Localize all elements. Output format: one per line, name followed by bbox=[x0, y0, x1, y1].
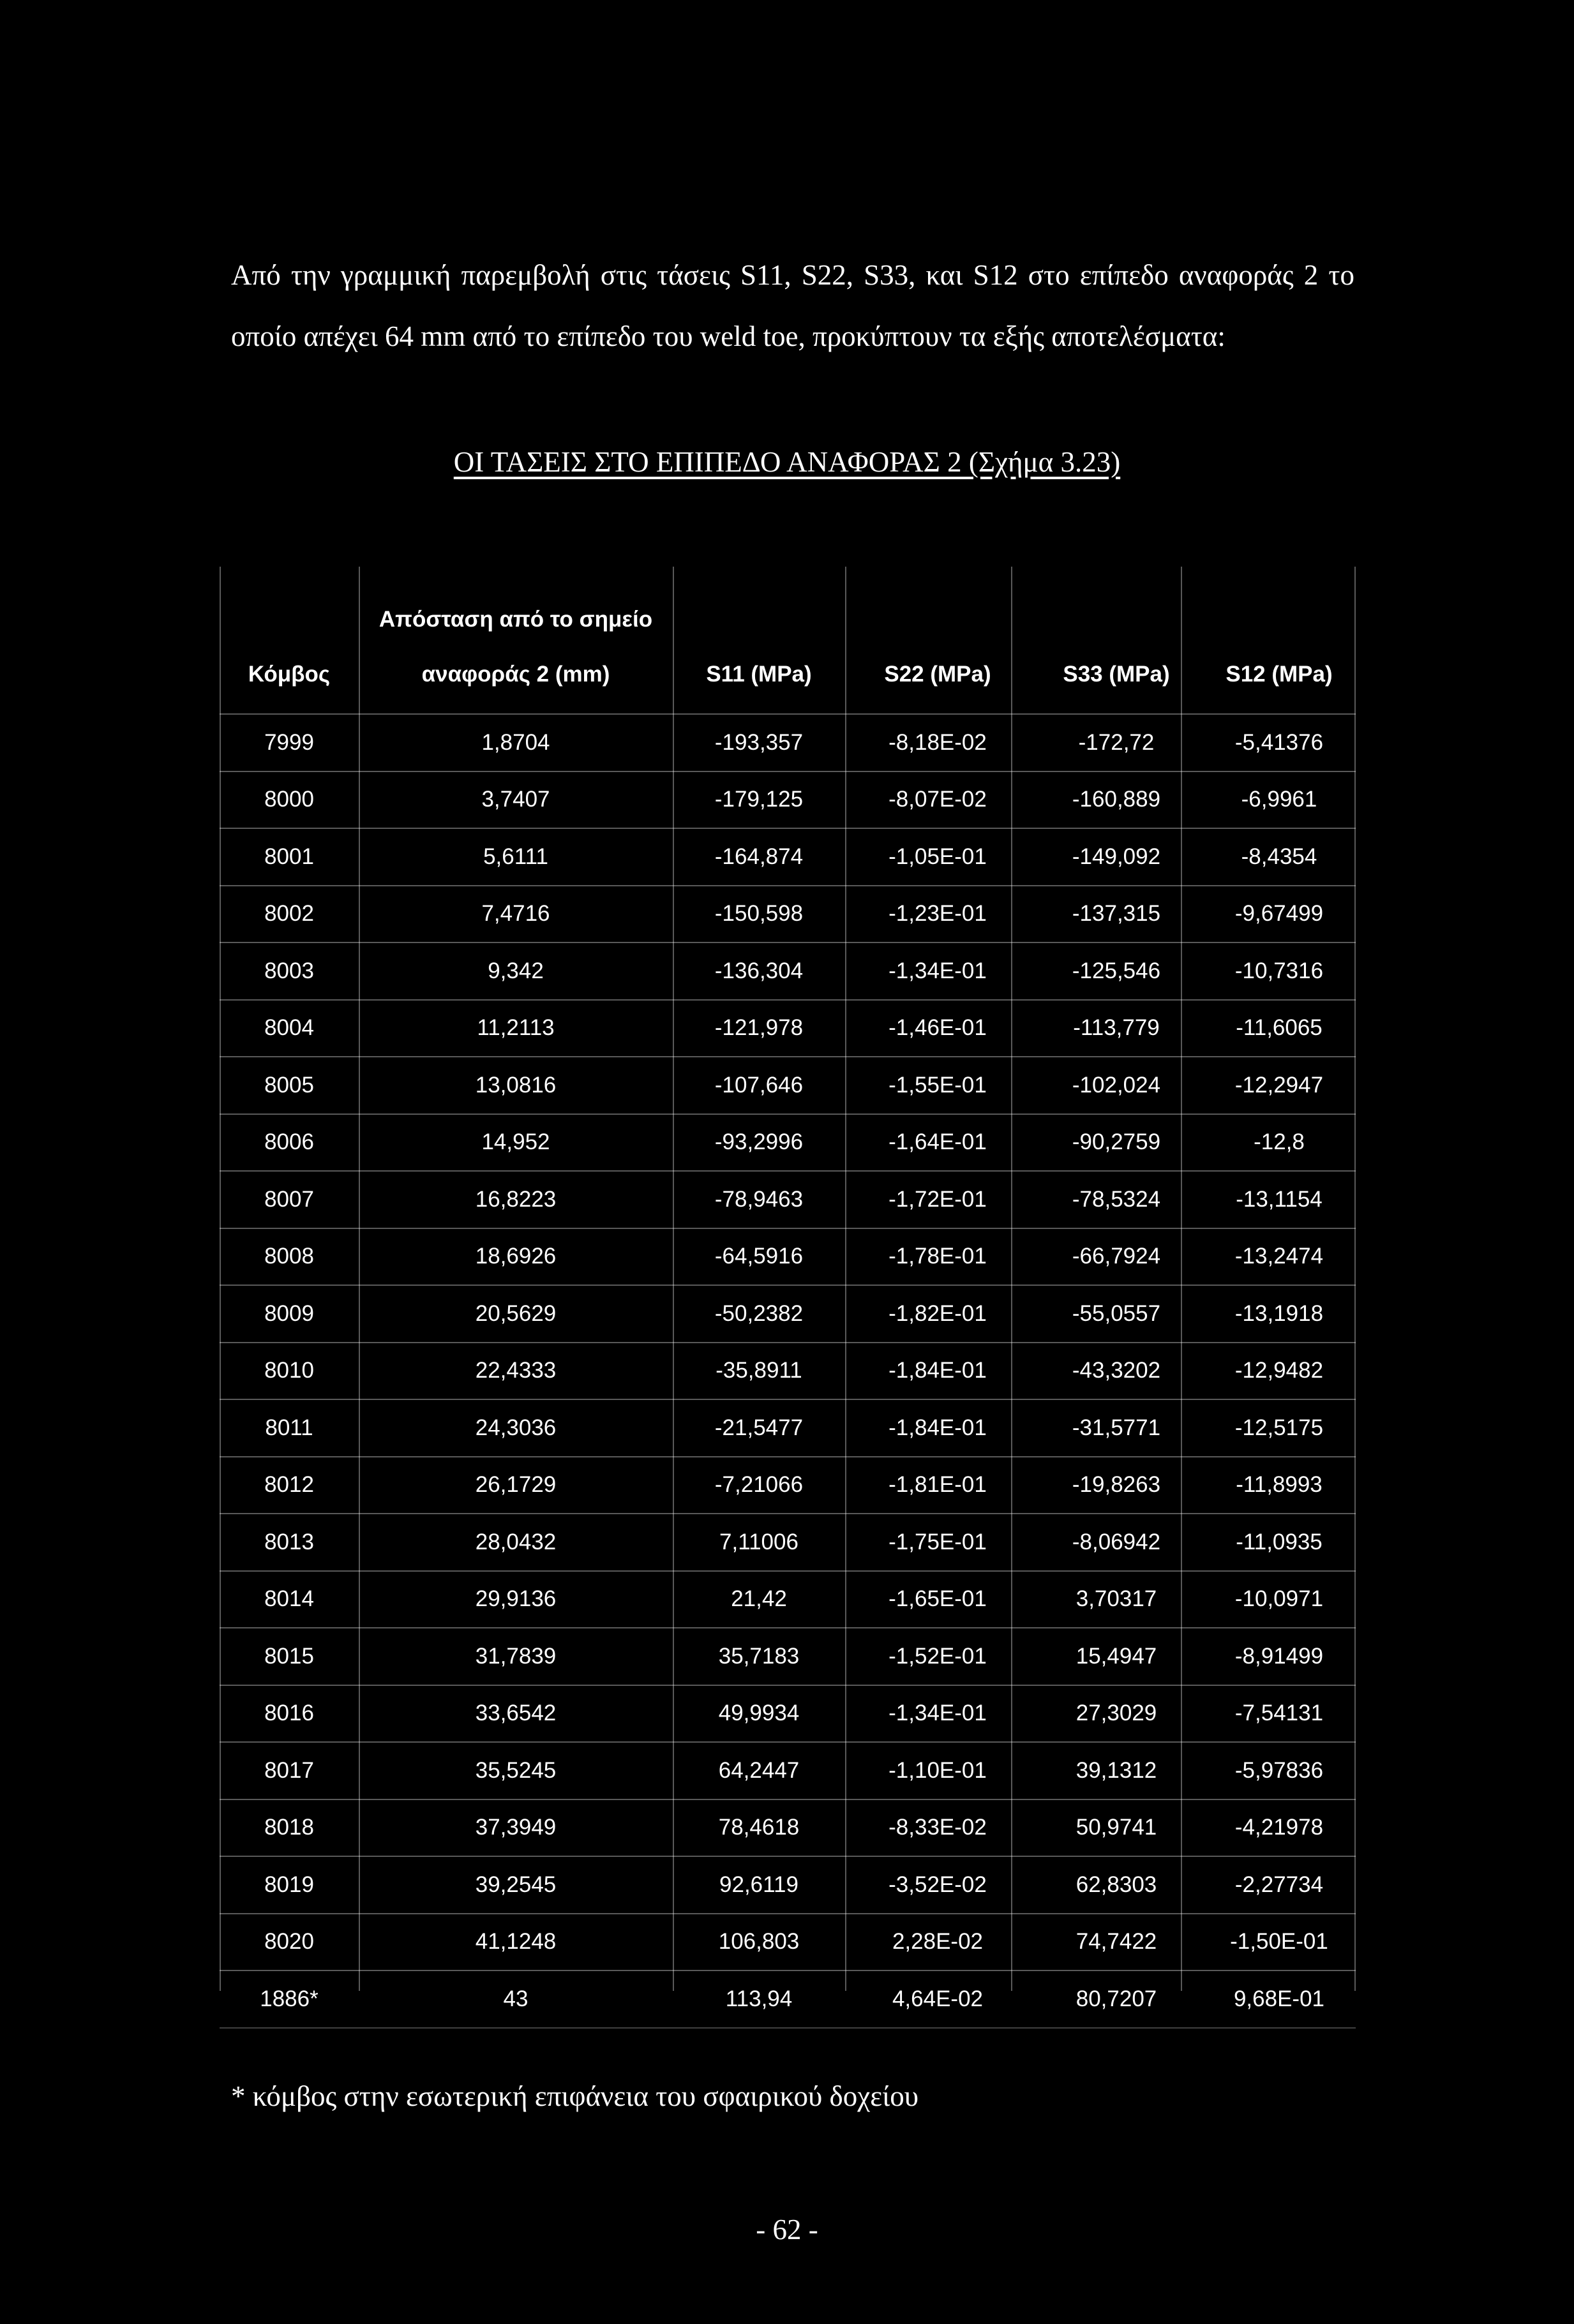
cell-s12: -6,9961 bbox=[1241, 787, 1317, 812]
cell-node: 8020 bbox=[264, 1929, 314, 1955]
cell-s12: -12,8 bbox=[1254, 1129, 1305, 1155]
cell-s11: -21,5477 bbox=[714, 1415, 804, 1440]
cell-s33: 3,70317 bbox=[1076, 1586, 1157, 1612]
cell-distance: 9,342 bbox=[488, 958, 544, 983]
cell-s22: -1,84E-01 bbox=[888, 1415, 987, 1440]
cell-s33: 80,7207 bbox=[1076, 1986, 1157, 2011]
cell-s11: -164,874 bbox=[714, 844, 804, 869]
table-row bbox=[220, 1799, 1356, 1856]
cell-s22: -1,64E-01 bbox=[888, 1129, 987, 1155]
table-row bbox=[220, 1056, 1356, 1114]
table-row bbox=[220, 1228, 1356, 1285]
cell-s22: -1,82E-01 bbox=[888, 1300, 987, 1326]
cell-s33: -172,72 bbox=[1078, 729, 1155, 755]
header-s22: S22 (MPa) bbox=[884, 662, 991, 687]
cell-node: 8001 bbox=[264, 844, 314, 869]
cell-s22: 2,28E-02 bbox=[892, 1929, 984, 1955]
header-node: Κόμβος bbox=[248, 662, 331, 687]
cell-s12: -12,2947 bbox=[1234, 1072, 1324, 1098]
cell-s22: -1,81E-01 bbox=[888, 1472, 987, 1498]
cell-distance: 28,0432 bbox=[475, 1529, 557, 1554]
cell-s11: -78,9463 bbox=[714, 1186, 804, 1212]
cell-s11: 35,7183 bbox=[718, 1643, 800, 1669]
cell-s12: -10,0971 bbox=[1234, 1586, 1324, 1612]
table-row bbox=[220, 1342, 1356, 1399]
cell-s12: -11,6065 bbox=[1236, 1015, 1323, 1041]
cell-s12: -1,50E-01 bbox=[1230, 1929, 1328, 1955]
table-row bbox=[220, 885, 1356, 942]
cell-s33: -55,0557 bbox=[1072, 1300, 1161, 1326]
table-row bbox=[220, 999, 1356, 1057]
table-row bbox=[220, 1114, 1356, 1171]
cell-s12: 9,68E-01 bbox=[1233, 1986, 1325, 2011]
cell-node: 8008 bbox=[264, 1244, 314, 1269]
cell-node: 8019 bbox=[264, 1872, 314, 1897]
cell-node: 8011 bbox=[265, 1415, 313, 1440]
cell-s22: -8,18E-02 bbox=[888, 729, 987, 755]
cell-s11: 113,94 bbox=[725, 1986, 793, 2011]
cell-s33: 27,3029 bbox=[1076, 1701, 1157, 1726]
table-row bbox=[220, 828, 1356, 885]
footnote: * κόμβος στην εσωτερική επιφάνεια του σφαιρικού δοχείου bbox=[231, 2080, 918, 2112]
cell-s22: -1,52E-01 bbox=[888, 1643, 987, 1669]
cell-distance: 29,9136 bbox=[475, 1586, 557, 1612]
table-header bbox=[220, 567, 1356, 713]
cell-s11: -64,5916 bbox=[714, 1244, 804, 1269]
cell-s11: 92,6119 bbox=[719, 1872, 798, 1897]
table-row bbox=[220, 1570, 1356, 1628]
table-body bbox=[220, 713, 1356, 2029]
cell-s22: -8,07E-02 bbox=[888, 787, 987, 812]
cell-s11: -50,2382 bbox=[714, 1300, 804, 1326]
cell-s22: -1,55E-01 bbox=[888, 1072, 987, 1098]
cell-s22: -1,78E-01 bbox=[888, 1244, 987, 1269]
header-distance: Απόσταση από το σημείο αναφοράς 2 (mm) bbox=[379, 607, 653, 687]
header-s11: S11 (MPa) bbox=[706, 662, 812, 687]
cell-s33: -43,3202 bbox=[1072, 1358, 1161, 1383]
cell-distance: 41,1248 bbox=[475, 1929, 557, 1955]
cell-s33: -137,315 bbox=[1072, 901, 1161, 927]
cell-distance: 39,2545 bbox=[475, 1872, 557, 1897]
table-row bbox=[220, 771, 1356, 828]
cell-s22: -1,23E-01 bbox=[888, 901, 987, 927]
cell-s12: -11,8993 bbox=[1236, 1472, 1323, 1498]
table-row bbox=[220, 942, 1356, 999]
table-row bbox=[220, 1970, 1356, 2029]
cell-distance: 43 bbox=[503, 1986, 528, 2011]
cell-distance: 26,1729 bbox=[475, 1472, 557, 1498]
page-number: - 62 - bbox=[756, 2214, 818, 2246]
table-row bbox=[220, 1170, 1356, 1228]
cell-s12: -13,2474 bbox=[1234, 1244, 1324, 1269]
table-row bbox=[220, 1913, 1356, 1970]
cell-s12: -13,1154 bbox=[1236, 1186, 1323, 1212]
cell-distance: 7,4716 bbox=[481, 901, 550, 927]
cell-s11: -107,646 bbox=[714, 1072, 804, 1098]
header-s33: S33 (MPa) bbox=[1063, 662, 1170, 687]
cell-distance: 22,4333 bbox=[475, 1358, 557, 1383]
cell-node: 8009 bbox=[264, 1300, 314, 1326]
cell-node: 7999 bbox=[264, 729, 314, 755]
cell-node: 8010 bbox=[264, 1358, 314, 1383]
table-row bbox=[220, 1741, 1356, 1799]
table-row bbox=[220, 713, 1356, 771]
cell-s12: -7,54131 bbox=[1234, 1701, 1324, 1726]
cell-node: 8014 bbox=[264, 1586, 314, 1612]
cell-s11: 78,4618 bbox=[718, 1815, 800, 1840]
cell-distance: 11,2113 bbox=[477, 1015, 555, 1041]
table-row bbox=[220, 1685, 1356, 1742]
cell-node: 8017 bbox=[264, 1757, 314, 1783]
cell-s11: -35,8911 bbox=[716, 1358, 802, 1383]
cell-s33: -125,546 bbox=[1072, 958, 1161, 983]
cell-s12: -12,5175 bbox=[1234, 1415, 1324, 1440]
cell-s33: -66,7924 bbox=[1072, 1244, 1161, 1269]
cell-s11: 49,9934 bbox=[718, 1701, 800, 1726]
cell-node: 8015 bbox=[264, 1643, 314, 1669]
cell-distance: 37,3949 bbox=[475, 1815, 557, 1840]
table-title bbox=[0, 443, 1574, 481]
cell-node: 8013 bbox=[264, 1529, 314, 1554]
cell-s33: 15,4947 bbox=[1076, 1643, 1157, 1669]
cell-node: 8005 bbox=[264, 1072, 314, 1098]
cell-s11: 106,803 bbox=[718, 1929, 800, 1955]
stress-table bbox=[220, 567, 1356, 2029]
cell-s22: -1,34E-01 bbox=[888, 958, 987, 983]
table-row bbox=[220, 1285, 1356, 1342]
cell-distance: 16,8223 bbox=[475, 1186, 557, 1212]
cell-node: 8007 bbox=[264, 1186, 314, 1212]
cell-s33: -78,5324 bbox=[1072, 1186, 1161, 1212]
cell-s33: 50,9741 bbox=[1076, 1815, 1157, 1840]
cell-s12: -11,0935 bbox=[1236, 1529, 1323, 1554]
cell-s11: -150,598 bbox=[714, 901, 804, 927]
cell-s22: -1,34E-01 bbox=[888, 1701, 987, 1726]
cell-s11: -179,125 bbox=[714, 787, 804, 812]
cell-s12: -8,91499 bbox=[1234, 1643, 1324, 1669]
cell-s22: 4,64E-02 bbox=[892, 1986, 984, 2011]
cell-s12: -12,9482 bbox=[1234, 1358, 1324, 1383]
cell-s12: -13,1918 bbox=[1234, 1300, 1324, 1326]
cell-s22: -1,10E-01 bbox=[888, 1757, 987, 1783]
cell-s12: -5,41376 bbox=[1234, 729, 1324, 755]
cell-s22: -8,33E-02 bbox=[888, 1815, 987, 1840]
cell-s12: -2,27734 bbox=[1234, 1872, 1324, 1897]
cell-node: 8016 bbox=[264, 1701, 314, 1726]
table-row bbox=[220, 1456, 1356, 1514]
table-row bbox=[220, 1513, 1356, 1570]
cell-distance: 20,5629 bbox=[475, 1300, 557, 1326]
cell-s11: 64,2447 bbox=[718, 1757, 800, 1783]
cell-s33: -8,06942 bbox=[1072, 1529, 1161, 1554]
cell-s33: -113,779 bbox=[1073, 1015, 1160, 1041]
cell-node: 8003 bbox=[264, 958, 314, 983]
table-row bbox=[220, 1627, 1356, 1685]
cell-s33: 62,8303 bbox=[1076, 1872, 1157, 1897]
cell-node: 8004 bbox=[264, 1015, 314, 1041]
cell-distance: 35,5245 bbox=[475, 1757, 557, 1783]
table-row bbox=[220, 1856, 1356, 1913]
header-s12: S12 (MPa) bbox=[1225, 662, 1333, 687]
cell-distance: 14,952 bbox=[481, 1129, 550, 1155]
cell-s33: -90,2759 bbox=[1072, 1129, 1161, 1155]
table-row bbox=[220, 1399, 1356, 1456]
cell-s22: -1,46E-01 bbox=[888, 1015, 987, 1041]
table-title-text: ΟΙ ΤΑΣΕΙΣ ΣΤΟ ΕΠΙΠΕΔΟ ΑΝΑΦΟΡΑΣ 2 (Σχήμα 3.23) bbox=[453, 446, 1121, 478]
cell-node: 8000 bbox=[264, 787, 314, 812]
cell-s12: -8,4354 bbox=[1241, 844, 1317, 869]
cell-s12: -9,67499 bbox=[1234, 901, 1324, 927]
cell-s11: 21,42 bbox=[731, 1586, 787, 1612]
cell-s33: -31,5771 bbox=[1072, 1415, 1161, 1440]
cell-distance: 3,7407 bbox=[481, 787, 550, 812]
cell-node: 8006 bbox=[264, 1129, 314, 1155]
cell-node: 1886* bbox=[260, 1986, 319, 2011]
cell-s33: 39,1312 bbox=[1076, 1757, 1157, 1783]
cell-s22: -1,84E-01 bbox=[888, 1358, 987, 1383]
cell-node: 8018 bbox=[264, 1815, 314, 1840]
cell-distance: 33,6542 bbox=[475, 1701, 557, 1726]
cell-node: 8012 bbox=[264, 1472, 314, 1498]
cell-distance: 5,6111 bbox=[483, 844, 548, 869]
cell-s22: -1,65E-01 bbox=[888, 1586, 987, 1612]
cell-s22: -3,52E-02 bbox=[888, 1872, 987, 1897]
cell-s11: -193,357 bbox=[714, 729, 804, 755]
cell-s22: -1,72E-01 bbox=[888, 1186, 987, 1212]
cell-s12: -5,97836 bbox=[1234, 1757, 1324, 1783]
cell-s11: -136,304 bbox=[714, 958, 804, 983]
cell-s33: -149,092 bbox=[1072, 844, 1161, 869]
cell-distance: 13,0816 bbox=[475, 1072, 557, 1098]
cell-node: 8002 bbox=[264, 901, 314, 927]
cell-s11: -7,21066 bbox=[714, 1472, 804, 1498]
cell-s33: 74,7422 bbox=[1076, 1929, 1157, 1955]
cell-s22: -1,05E-01 bbox=[888, 844, 987, 869]
cell-s11: -93,2996 bbox=[714, 1129, 804, 1155]
cell-s33: -19,8263 bbox=[1072, 1472, 1161, 1498]
cell-distance: 31,7839 bbox=[475, 1643, 557, 1669]
cell-s12: -4,21978 bbox=[1234, 1815, 1324, 1840]
cell-distance: 24,3036 bbox=[475, 1415, 557, 1440]
cell-s33: -160,889 bbox=[1072, 787, 1161, 812]
cell-distance: 18,6926 bbox=[475, 1244, 557, 1269]
cell-s22: -1,75E-01 bbox=[888, 1529, 987, 1554]
cell-s33: -102,024 bbox=[1072, 1072, 1161, 1098]
cell-s11: -121,978 bbox=[714, 1015, 804, 1041]
cell-s11: 7,11006 bbox=[719, 1529, 798, 1554]
cell-s12: -10,7316 bbox=[1234, 958, 1324, 983]
intro-paragraph: Από την γραμμική παρεμβολή στις τάσεις S11, S22, S33, και S12 στο επίπεδο αναφοράς 2 το οποίο απέχει 64 mm από το επίπεδο του weld toe, προκύπτουν τα εξής αποτελέσματα: bbox=[231, 259, 1354, 352]
cell-distance: 1,8704 bbox=[481, 729, 550, 755]
